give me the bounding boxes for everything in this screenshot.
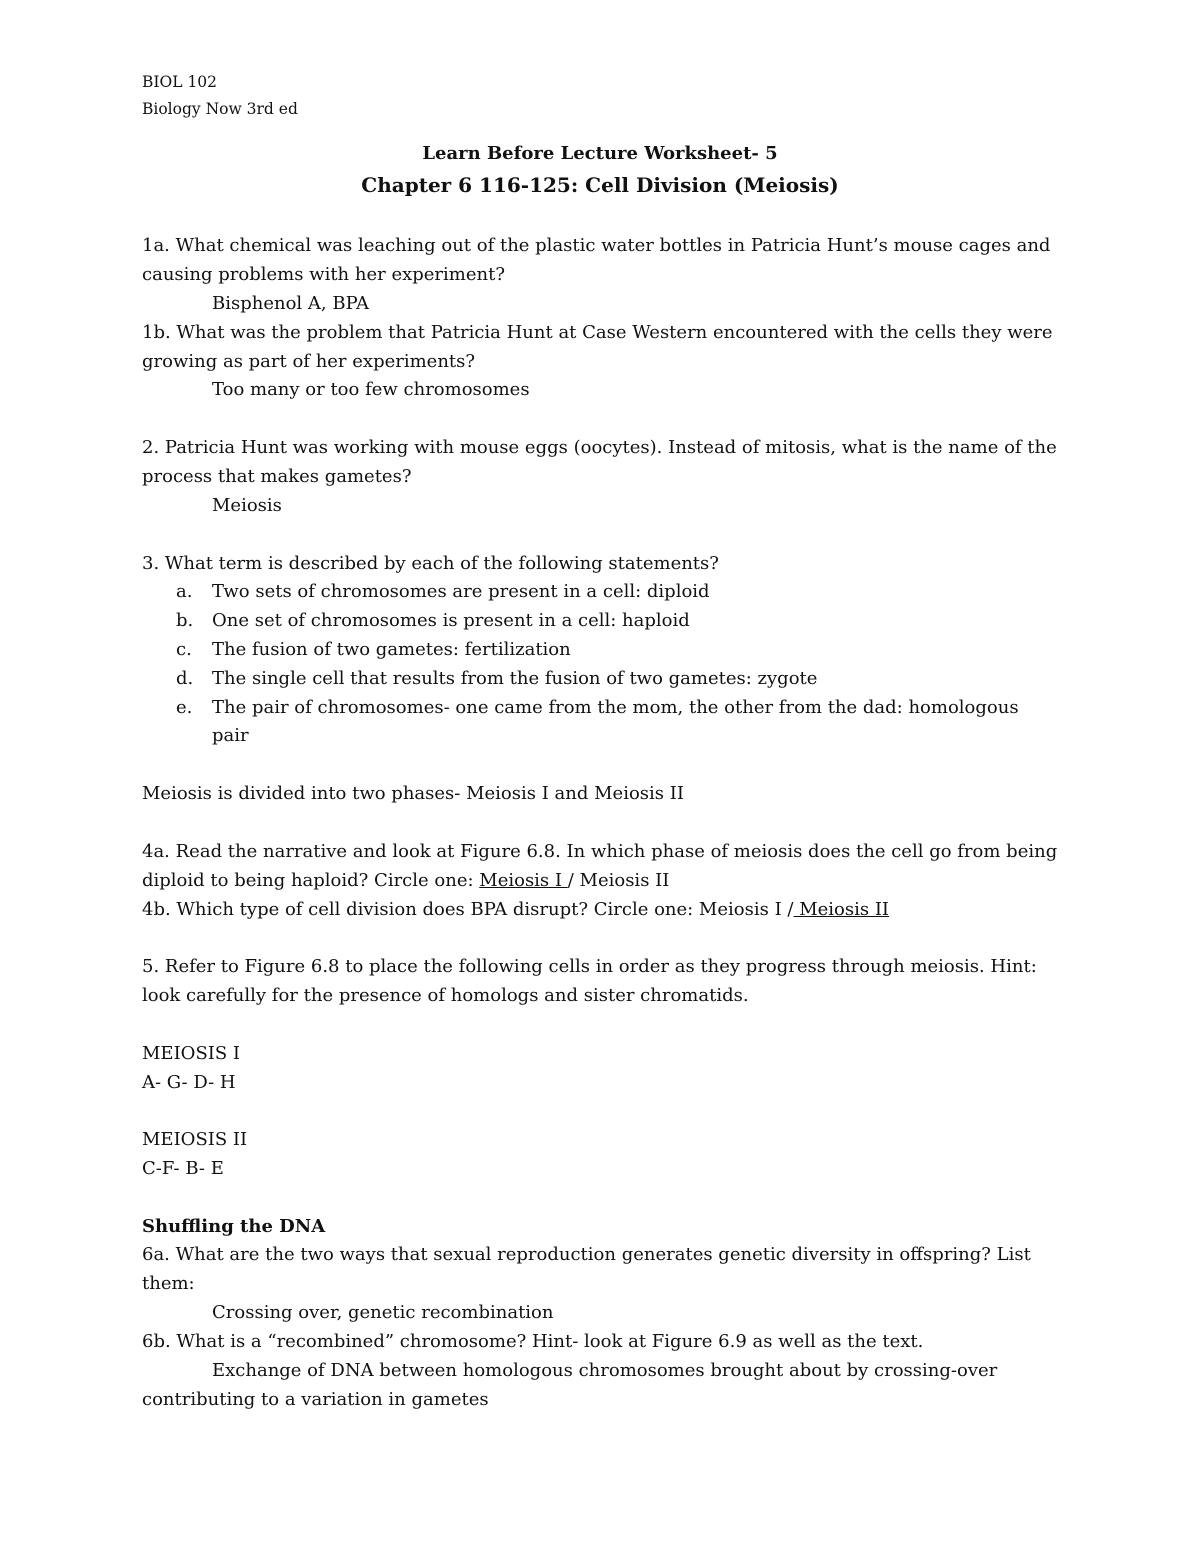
q6a-line2: them: bbox=[142, 1273, 195, 1294]
q3-item-text: One set of chromosomes is present in a cell: haploid bbox=[212, 610, 690, 631]
chapter-title: Chapter 6 116-125: Cell Division (Meiosis) bbox=[361, 173, 839, 197]
q4a-line1: 4a. Read the narrative and look at Figure 6.8. In which phase of meiosis does the cell go from being bbox=[142, 841, 1058, 862]
q4b-line bbox=[142, 899, 889, 921]
q3-item-letter: b. bbox=[176, 610, 194, 631]
course-code: BIOL 102 bbox=[142, 73, 218, 91]
q4a-line2-suffix: / Meiosis II bbox=[567, 870, 670, 891]
q3-item-text-continued: pair bbox=[212, 725, 249, 746]
q4a-selected-choice: Meiosis I bbox=[479, 870, 568, 891]
q4a-line2 bbox=[142, 870, 669, 892]
q4b-prefix: 4b. Which type of cell division does BPA disrupt? Circle one: Meiosis I / bbox=[142, 899, 794, 920]
q6a-answer: Crossing over, genetic recombination bbox=[212, 1302, 554, 1323]
q6b-answer-line1: Exchange of DNA between homologous chromosomes brought about by crossing-over bbox=[212, 1360, 998, 1381]
q3-item-letter: e. bbox=[176, 697, 193, 718]
q5-line2: look carefully for the presence of homologs and sister chromatids. bbox=[142, 985, 749, 1006]
q3-prompt: 3. What term is described by each of the following statements? bbox=[142, 553, 719, 574]
q3-item-letter: a. bbox=[176, 581, 193, 602]
q6b-line1: 6b. What is a “recombined” chromosome? Hint- look at Figure 6.9 as well as the text. bbox=[142, 1331, 924, 1352]
textbook-name: Biology Now 3rd ed bbox=[142, 100, 298, 118]
q1a-line2: causing problems with her experiment? bbox=[142, 264, 505, 285]
q5-line1: 5. Refer to Figure 6.8 to place the following cells in order as they progress through meiosis. Hint: bbox=[142, 956, 1037, 977]
meiosis1-order: A- G- D- H bbox=[142, 1072, 236, 1093]
q2-line1: 2. Patricia Hunt was working with mouse eggs (oocytes). Instead of mitosis, what is the name of the bbox=[142, 437, 1057, 458]
q3-item-letter: d. bbox=[176, 668, 194, 689]
q3-item-text: The single cell that results from the fusion of two gametes: zygote bbox=[212, 668, 818, 689]
meiosis1-heading: MEIOSIS I bbox=[142, 1043, 241, 1064]
q3-item-text: The pair of chromosomes- one came from the mom, the other from the dad: homologous bbox=[212, 697, 1019, 718]
q3-item-text: Two sets of chromosomes are present in a cell: diploid bbox=[212, 581, 710, 602]
q3-item-letter: c. bbox=[176, 639, 192, 660]
q6a-line1: 6a. What are the two ways that sexual reproduction generates genetic diversity in offspring? List bbox=[142, 1244, 1031, 1265]
meiosis-note: Meiosis is divided into two phases- Meiosis I and Meiosis II bbox=[142, 783, 684, 804]
meiosis2-order: C-F- B- E bbox=[142, 1158, 224, 1179]
q1b-line2: growing as part of her experiments? bbox=[142, 351, 476, 372]
q1a-answer: Bisphenol A, BPA bbox=[212, 293, 370, 314]
q6b-answer-line2: contributing to a variation in gametes bbox=[142, 1389, 489, 1410]
worksheet-title: Learn Before Lecture Worksheet- 5 bbox=[422, 143, 778, 164]
q4b-selected-choice: Meiosis II bbox=[793, 899, 890, 920]
q2-line2: process that makes gametes? bbox=[142, 466, 412, 487]
q2-answer: Meiosis bbox=[212, 495, 282, 516]
q1b-answer: Too many or too few chromosomes bbox=[212, 379, 530, 400]
q1a-line1: 1a. What chemical was leaching out of the plastic water bottles in Patricia Hunt’s mouse cages and bbox=[142, 235, 1051, 256]
q4a-line2-prefix: diploid to being haploid? Circle one: bbox=[142, 870, 480, 891]
meiosis2-heading: MEIOSIS II bbox=[142, 1129, 248, 1150]
q3-item-text: The fusion of two gametes: fertilization bbox=[212, 639, 571, 660]
shuffling-heading: Shuffling the DNA bbox=[142, 1216, 326, 1237]
q1b-line1: 1b. What was the problem that Patricia Hunt at Case Western encountered with the cells they were bbox=[142, 322, 1053, 343]
